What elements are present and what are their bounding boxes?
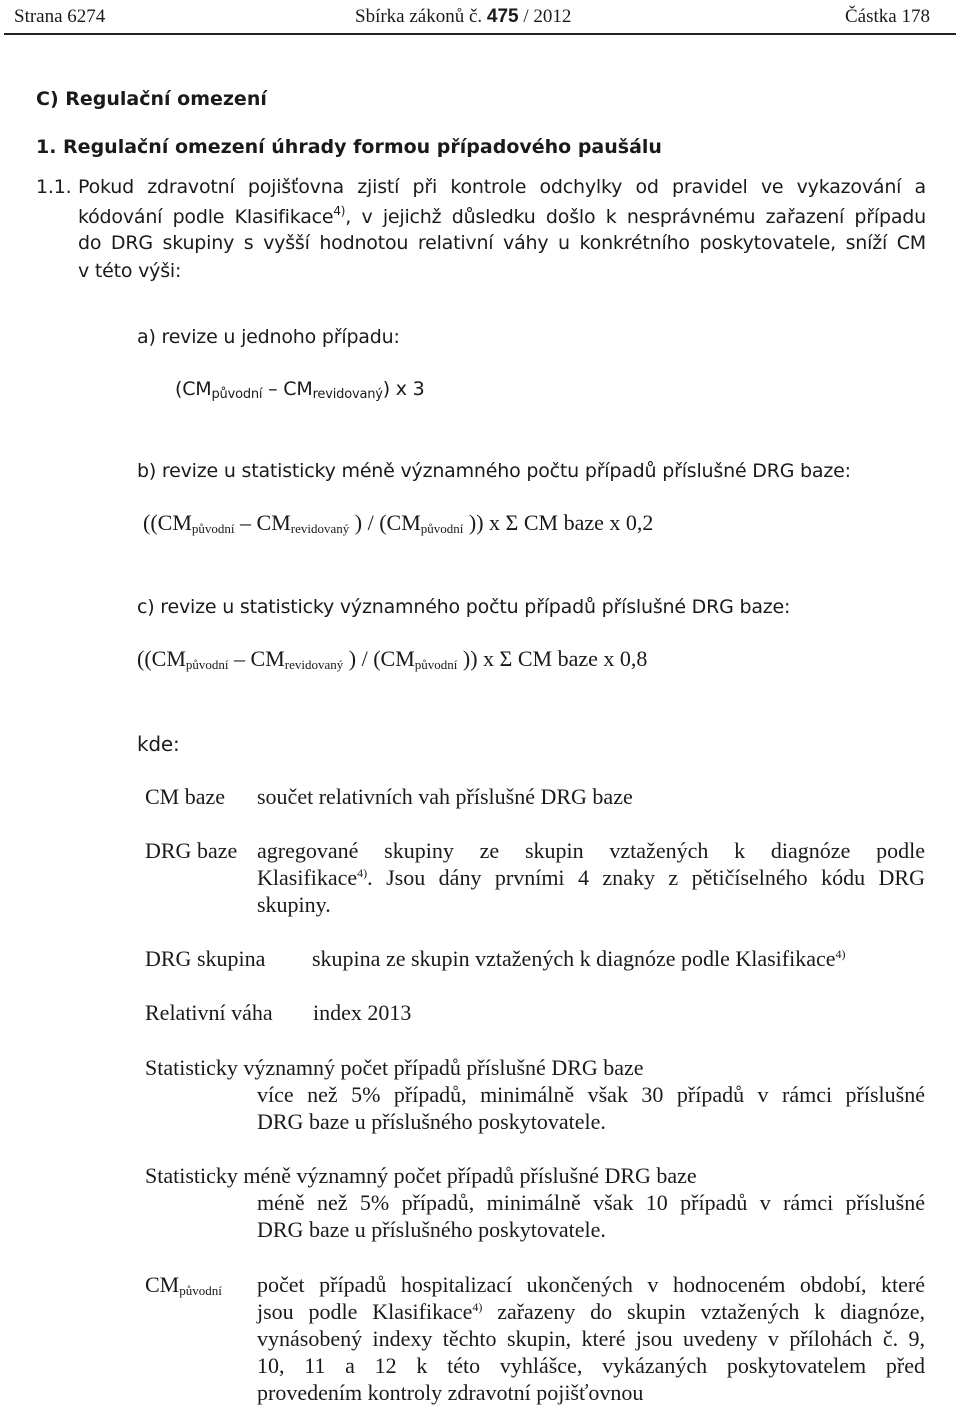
footnote-ref: 4) bbox=[333, 204, 346, 218]
formula-sub: původní bbox=[420, 521, 464, 536]
para-line-1: Pokud zdravotní pojišťovna zjistí při kontrole odchylky od pravidel ve vykazování a bbox=[78, 176, 926, 198]
item-b-formula bbox=[143, 510, 653, 537]
def-text-stat-mene-2: DRG baze u příslušného poskytovatele. bbox=[257, 1217, 606, 1242]
section-title: C) Regulační omezení bbox=[36, 88, 267, 110]
def-term-relativni-vaha: Relativní váha bbox=[145, 1000, 273, 1025]
def-term-cm-puvodni bbox=[145, 1272, 222, 1299]
item-c-formula bbox=[137, 646, 647, 673]
def-text-cm-puvodni-3: vynásobený indexy těchto skupin, které jsou uvedeny v přílohách č. 9, bbox=[257, 1326, 925, 1351]
where-label: kde: bbox=[137, 732, 180, 756]
para-line-2a: kódování podle Klasifikace bbox=[78, 206, 334, 228]
def-term-drg-baze: DRG baze bbox=[145, 838, 238, 863]
def-text-drg-baze-3: skupiny. bbox=[257, 892, 331, 917]
footnote-ref: 4) bbox=[835, 947, 846, 961]
formula-open: ((CM bbox=[143, 510, 192, 535]
def-term-sub: původní bbox=[179, 1283, 222, 1298]
formula-mid: ) / (CM bbox=[349, 510, 421, 535]
def-text-stat-mene-1: méně než 5% případů, minimálně však 10 případů v rámci příslušné bbox=[257, 1190, 925, 1215]
def-text-cm-baze: součet relativních vah příslušné DRG baze bbox=[257, 784, 633, 809]
def-text-part: skupina ze skupin vztažených k diagnóze podle Klasifikace bbox=[312, 946, 836, 971]
page-number: Strana 6274 bbox=[14, 6, 106, 27]
item-b-label: b) revize u statisticky méně významného počtu případů příslušné DRG baze: bbox=[137, 460, 851, 482]
def-term-part: CM bbox=[145, 1272, 180, 1297]
formula-minus: – CM bbox=[262, 378, 313, 400]
item-a-label: a) revize u jednoho případu: bbox=[137, 326, 400, 348]
para-line-2b: , v jejichž důsledku došlo k nesprávnému zařazení případu bbox=[345, 206, 926, 228]
formula-sub: revidovaný bbox=[290, 521, 350, 536]
formula-sub: revidovaný bbox=[312, 387, 383, 402]
def-text-part: Klasifikace bbox=[257, 865, 358, 890]
formula-sub: revidovaný bbox=[284, 657, 344, 672]
def-text-stat-vyznamny-2: DRG baze u příslušného poskytovatele. bbox=[257, 1109, 606, 1134]
def-term-stat-mene: Statisticky méně významný počet případů příslušné DRG baze bbox=[145, 1163, 697, 1188]
formula-open: (CM bbox=[175, 378, 212, 400]
def-text-cm-puvodni-1: počet případů hospitalizací ukončených v hodnoceném období, které bbox=[257, 1272, 925, 1297]
formula-open: ((CM bbox=[137, 646, 186, 671]
def-text-drg-baze-2 bbox=[257, 865, 925, 891]
collection-prefix: Sbírka zákonů č. bbox=[355, 6, 483, 27]
formula-sub: původní bbox=[414, 657, 458, 672]
formula-minus: – CM bbox=[228, 646, 285, 671]
def-text-part: jsou podle Klasifikace bbox=[257, 1299, 473, 1324]
def-text-cm-puvodni-2 bbox=[257, 1299, 925, 1325]
collection-title bbox=[355, 6, 571, 28]
formula-close: )) x Σ CM baze x 0,8 bbox=[457, 646, 648, 671]
item-c-label: c) revize u statisticky významného počtu případů příslušné DRG baze: bbox=[137, 596, 791, 618]
para-number: 1.1. bbox=[36, 176, 72, 198]
subsection-title: 1. Regulační omezení úhrady formou případového paušálu bbox=[36, 136, 662, 158]
def-text-part: . Jsou dány prvními 4 znaky z pětičíselného kódu DRG bbox=[367, 865, 925, 890]
def-term-stat-vyznamny: Statisticky významný počet případů příslušné DRG baze bbox=[145, 1055, 644, 1080]
footnote-ref: 4) bbox=[472, 1300, 483, 1314]
formula-close: )) x Σ CM baze x 0,2 bbox=[463, 510, 654, 535]
slash: / bbox=[523, 6, 529, 27]
formula-sub: původní bbox=[211, 387, 263, 402]
para-line-4: v této výši: bbox=[78, 260, 182, 282]
def-text-cm-puvodni-4: 10, 11 a 12 k této vyhlášce, vykázaných poskytovatelem před bbox=[257, 1353, 925, 1378]
def-text-cm-puvodni-5: provedením kontroly zdravotní pojišťovnou bbox=[257, 1380, 644, 1405]
footnote-ref: 4) bbox=[357, 866, 368, 880]
formula-mid: ) / (CM bbox=[343, 646, 415, 671]
collection-year: 2012 bbox=[533, 6, 572, 27]
formula-sub: původní bbox=[185, 657, 229, 672]
item-a-formula bbox=[175, 378, 425, 402]
def-text-stat-vyznamny-1: více než 5% případů, minimálně však 30 případů v rámci příslušné bbox=[257, 1082, 925, 1107]
collection-number: 475 bbox=[486, 6, 519, 27]
def-text-part: zařazeny do skupin vztažených k diagnóze, bbox=[482, 1299, 925, 1324]
para-line-3: do DRG skupiny s vyšší hodnotou relativní váhy u konkrétního poskytovatele, sníží CM bbox=[78, 232, 926, 254]
def-term-drg-skupina: DRG skupina bbox=[145, 946, 266, 971]
def-text-drg-skupina bbox=[312, 946, 846, 972]
para-line-2 bbox=[78, 204, 926, 228]
def-text-drg-baze-1: agregované skupiny ze skupin vztažených k diagnóze podle bbox=[257, 838, 925, 863]
def-text-relativni-vaha: index 2013 bbox=[313, 1000, 412, 1025]
formula-sub: původní bbox=[191, 521, 235, 536]
formula-close: ) x 3 bbox=[382, 378, 425, 400]
formula-minus: – CM bbox=[234, 510, 291, 535]
def-term-cm-baze: CM baze bbox=[145, 784, 226, 809]
part-number: Částka 178 bbox=[845, 6, 930, 27]
header-rule bbox=[4, 33, 956, 35]
